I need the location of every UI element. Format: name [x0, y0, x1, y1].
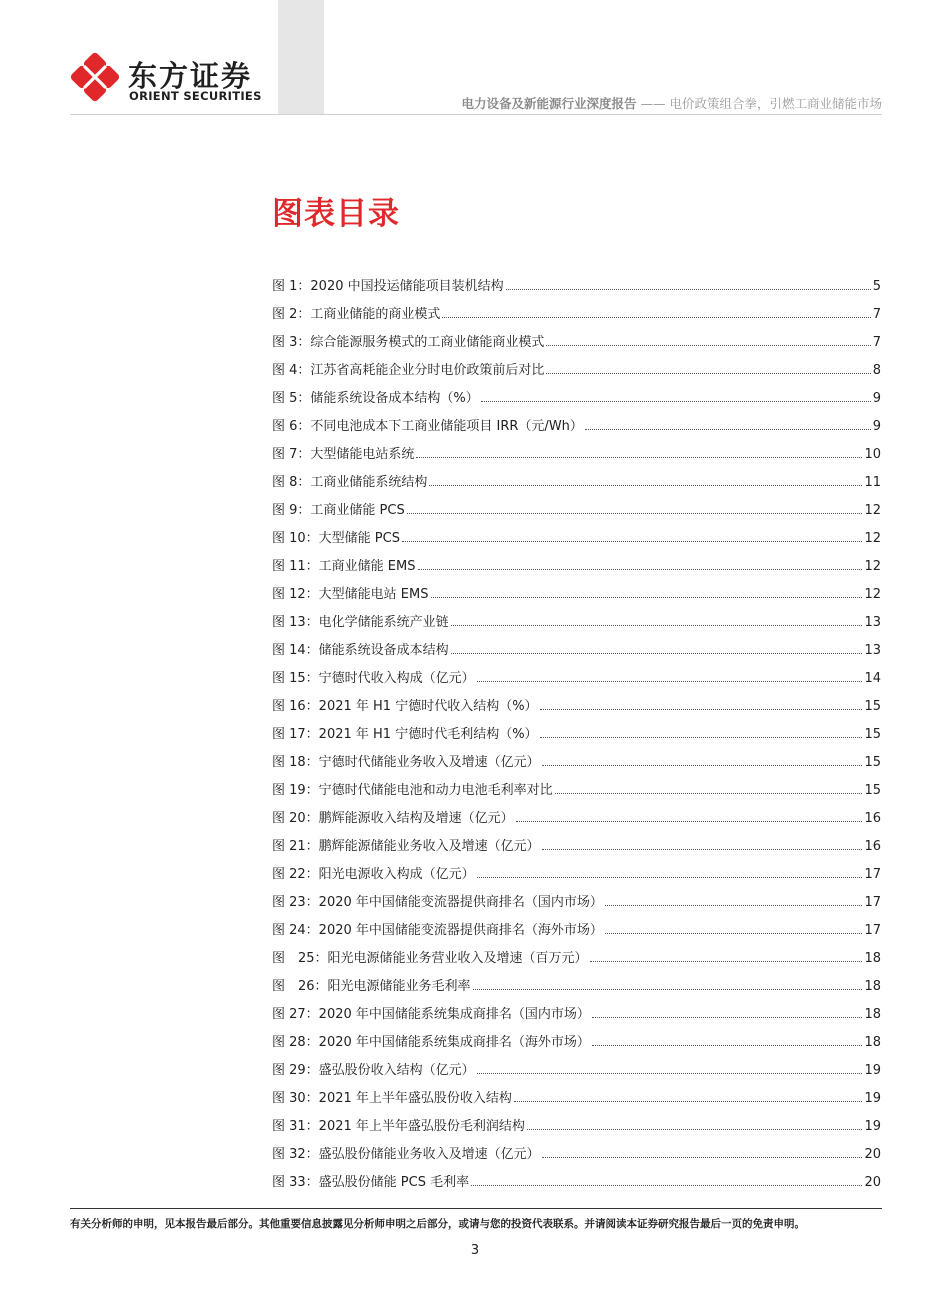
toc-entry-label: 图 11：工商业储能 EMS — [272, 559, 416, 574]
toc-entry[interactable] — [272, 630, 881, 658]
toc-entry[interactable] — [272, 378, 881, 406]
toc-leader-dots — [477, 681, 863, 682]
toc-leader-dots — [527, 1129, 863, 1130]
toc-entry-label: 图 3：综合能源服务模式的工商业储能商业模式 — [272, 335, 545, 350]
toc-entry-label: 图 32：盛弘股份储能业务收入及增速（亿元） — [272, 1147, 540, 1162]
toc-leader-dots — [585, 429, 871, 430]
toc-entry[interactable] — [272, 658, 881, 686]
toc-entry-page: 5 — [872, 279, 881, 294]
page-number: 3 — [470, 1243, 480, 1258]
toc-entry[interactable] — [272, 518, 881, 546]
toc-entry-label: 图 10：大型储能 PCS — [272, 531, 400, 546]
toc-entry-label: 图 20：鹏辉能源收入结构及增速（亿元） — [272, 811, 514, 826]
toc-entry-page: 17 — [864, 923, 881, 938]
toc-leader-dots — [546, 345, 870, 346]
toc-entry-label: 图 15：宁德时代收入构成（亿元） — [272, 671, 475, 686]
toc-entry-page: 15 — [864, 727, 881, 742]
toc-leader-dots — [592, 1045, 863, 1046]
toc-entry-page: 15 — [864, 755, 881, 770]
toc-entry-label: 图 9：工商业储能 PCS — [272, 503, 405, 518]
toc-entry-page: 13 — [864, 643, 881, 658]
toc-entry-page: 7 — [872, 335, 881, 350]
toc-entry-label: 图 28：2020 年中国储能系统集成商排名（海外市场） — [272, 1035, 590, 1050]
toc-entry[interactable] — [272, 406, 881, 434]
footer-disclaimer: 有关分析师的申明，见本报告最后部分。其他重要信息披露见分析师申明之后部分，或请与您的投资代表联系。并请阅读本证券研究报告最后一页的免责申明。 — [70, 1218, 805, 1230]
toc-leader-dots — [540, 737, 863, 738]
toc-entry-label: 图 26：阳光电源储能业务毛利率 — [272, 979, 471, 994]
toc-entry-label: 图 24：2020 年中国储能变流器提供商排名（海外市场） — [272, 923, 603, 938]
toc-entry-page: 11 — [864, 475, 881, 490]
toc-entry[interactable] — [272, 602, 881, 630]
toc-entry[interactable] — [272, 882, 881, 910]
toc-entry[interactable] — [272, 854, 881, 882]
toc-leader-dots — [451, 653, 863, 654]
toc-entry-label: 图 2：工商业储能的商业模式 — [272, 307, 441, 322]
toc-entry[interactable] — [272, 1078, 881, 1106]
toc-entry-page: 20 — [864, 1175, 881, 1190]
toc-entry[interactable] — [272, 1022, 881, 1050]
toc-entry[interactable] — [272, 462, 881, 490]
toc-entry-page: 18 — [864, 1035, 881, 1050]
toc-entry[interactable] — [272, 686, 881, 714]
toc-entry-label: 图 21：鹏辉能源储能业务收入及增速（亿元） — [272, 839, 540, 854]
toc-entry-page: 15 — [864, 699, 881, 714]
toc-entry[interactable] — [272, 770, 881, 798]
toc-leader-dots — [442, 317, 870, 318]
toc-entry-page: 16 — [864, 811, 881, 826]
toc-entry-label: 图 22：阳光电源收入构成（亿元） — [272, 867, 475, 882]
toc-leader-dots — [546, 373, 870, 374]
toc-entry[interactable] — [272, 714, 881, 742]
toc-entry-label: 图 12：大型储能电站 EMS — [272, 587, 429, 602]
toc-entry-label: 图 5：储能系统设备成本结构（%） — [272, 391, 479, 406]
toc-entry-label: 图 8：工商业储能系统结构 — [272, 475, 428, 490]
toc-leader-dots — [542, 849, 863, 850]
toc-entry[interactable] — [272, 966, 881, 994]
toc-leader-dots — [407, 513, 863, 514]
toc-entry-page: 12 — [864, 531, 881, 546]
toc-entry[interactable] — [272, 322, 881, 350]
toc-entry-page: 9 — [872, 419, 881, 434]
header-separator: —— — [640, 96, 666, 111]
toc-leader-dots — [516, 821, 863, 822]
toc-entry-label: 图 6：不同电池成本下工商业储能项目 IRR（元/Wh） — [272, 419, 583, 434]
toc-entry-page: 18 — [864, 1007, 881, 1022]
toc-entry-label: 图 1：2020 中国投运储能项目装机结构 — [272, 279, 504, 294]
toc-leader-dots — [506, 289, 871, 290]
toc-entry-page: 16 — [864, 839, 881, 854]
toc-entry-page: 7 — [872, 307, 881, 322]
toc-entry-page: 17 — [864, 895, 881, 910]
toc-leader-dots — [592, 1017, 863, 1018]
toc-leader-dots — [473, 989, 863, 990]
toc-leader-dots — [477, 1073, 863, 1074]
toc-entry-page: 19 — [864, 1063, 881, 1078]
toc-entry[interactable] — [272, 938, 881, 966]
toc-entry-page: 19 — [864, 1091, 881, 1106]
toc-entry-page: 12 — [864, 587, 881, 602]
toc-entry[interactable] — [272, 294, 881, 322]
company-logo — [70, 50, 270, 106]
toc-entry-label: 图 33：盛弘股份储能 PCS 毛利率 — [272, 1175, 470, 1190]
toc-entry-page: 13 — [864, 615, 881, 630]
toc-entry-label: 图 29：盛弘股份收入结构（亿元） — [272, 1063, 475, 1078]
toc-entry[interactable] — [272, 574, 881, 602]
toc-entry[interactable] — [272, 826, 881, 854]
header-gray-bar — [278, 0, 324, 114]
toc-entry[interactable] — [272, 434, 881, 462]
toc-entry-page: 17 — [864, 867, 881, 882]
toc-entry[interactable] — [272, 798, 881, 826]
toc-entry[interactable] — [272, 742, 881, 770]
toc-leader-dots — [471, 1185, 862, 1186]
report-header — [462, 94, 883, 112]
toc-leader-dots — [514, 1101, 863, 1102]
toc-entry-label: 图 17：2021 年 H1 宁德时代毛利结构（%） — [272, 727, 538, 742]
toc-entry[interactable] — [272, 1162, 881, 1190]
toc-entry[interactable] — [272, 910, 881, 938]
logo-chinese-name: 东方证券 — [128, 59, 253, 93]
toc-entry-label: 图 27：2020 年中国储能系统集成商排名（国内市场） — [272, 1007, 590, 1022]
header-divider — [70, 114, 882, 115]
toc-leader-dots — [431, 597, 863, 598]
report-type: 电力设备及新能源行业深度报告 — [461, 96, 637, 111]
toc-entry[interactable] — [272, 350, 881, 378]
toc-entry-page: 18 — [864, 951, 881, 966]
toc-entry-label: 图 19：宁德时代储能电池和动力电池毛利率对比 — [272, 783, 553, 798]
toc-leader-dots — [418, 569, 863, 570]
toc-entry-page: 19 — [864, 1119, 881, 1134]
toc-leader-dots — [605, 905, 863, 906]
toc-entry-label: 图 13：电化学储能系统产业链 — [272, 615, 449, 630]
toc-entry-page: 20 — [864, 1147, 881, 1162]
toc-entry-label: 图 18：宁德时代储能业务收入及增速（亿元） — [272, 755, 540, 770]
toc-entry-page: 12 — [864, 503, 881, 518]
toc-entry-page: 12 — [864, 559, 881, 574]
toc-entry[interactable] — [272, 266, 881, 294]
toc-entry-label: 图 16：2021 年 H1 宁德时代收入结构（%） — [272, 699, 538, 714]
toc-entry-page: 18 — [864, 979, 881, 994]
toc-leader-dots — [429, 485, 862, 486]
toc-entry-page: 9 — [872, 391, 881, 406]
toc-entry[interactable] — [272, 994, 881, 1022]
toc-entry-label: 图 31：2021 年上半年盛弘股份毛利润结构 — [272, 1119, 525, 1134]
footer-divider — [70, 1208, 882, 1209]
toc-entry-label: 图 7：大型储能电站系统 — [272, 447, 415, 462]
logo-english-name: ORIENT SECURITIES — [129, 89, 262, 103]
toc-leader-dots — [416, 457, 862, 458]
toc-leader-dots — [477, 877, 863, 878]
toc-leader-dots — [555, 793, 863, 794]
toc-entry[interactable] — [272, 1050, 881, 1078]
toc-entry[interactable] — [272, 1106, 881, 1134]
toc-entry-label: 图 23：2020 年中国储能变流器提供商排名（国内市场） — [272, 895, 603, 910]
toc-entry-label: 图 14：储能系统设备成本结构 — [272, 643, 449, 658]
toc-entry-page: 8 — [872, 363, 881, 378]
toc-list — [272, 266, 881, 1190]
toc-leader-dots — [542, 1157, 863, 1158]
toc-entry-page: 10 — [864, 447, 881, 462]
toc-title: 图表目录 — [272, 196, 400, 232]
toc-leader-dots — [590, 961, 863, 962]
report-title: 电价政策组合拳，引燃工商业储能市场 — [669, 96, 882, 111]
toc-leader-dots — [540, 709, 863, 710]
toc-entry-label: 图 25：阳光电源储能业务营业收入及增速（百万元） — [272, 951, 588, 966]
toc-leader-dots — [451, 625, 863, 626]
toc-entry-page: 15 — [864, 783, 881, 798]
toc-entry[interactable] — [272, 546, 881, 574]
orient-logo-icon — [70, 52, 120, 102]
toc-leader-dots — [481, 401, 871, 402]
toc-leader-dots — [542, 765, 863, 766]
toc-entry-label: 图 30：2021 年上半年盛弘股份收入结构 — [272, 1091, 512, 1106]
toc-entry[interactable] — [272, 490, 881, 518]
toc-entry-label: 图 4：江苏省高耗能企业分时电价政策前后对比 — [272, 363, 545, 378]
toc-leader-dots — [402, 541, 862, 542]
toc-leader-dots — [605, 933, 863, 934]
toc-entry-page: 14 — [864, 671, 881, 686]
toc-entry[interactable] — [272, 1134, 881, 1162]
